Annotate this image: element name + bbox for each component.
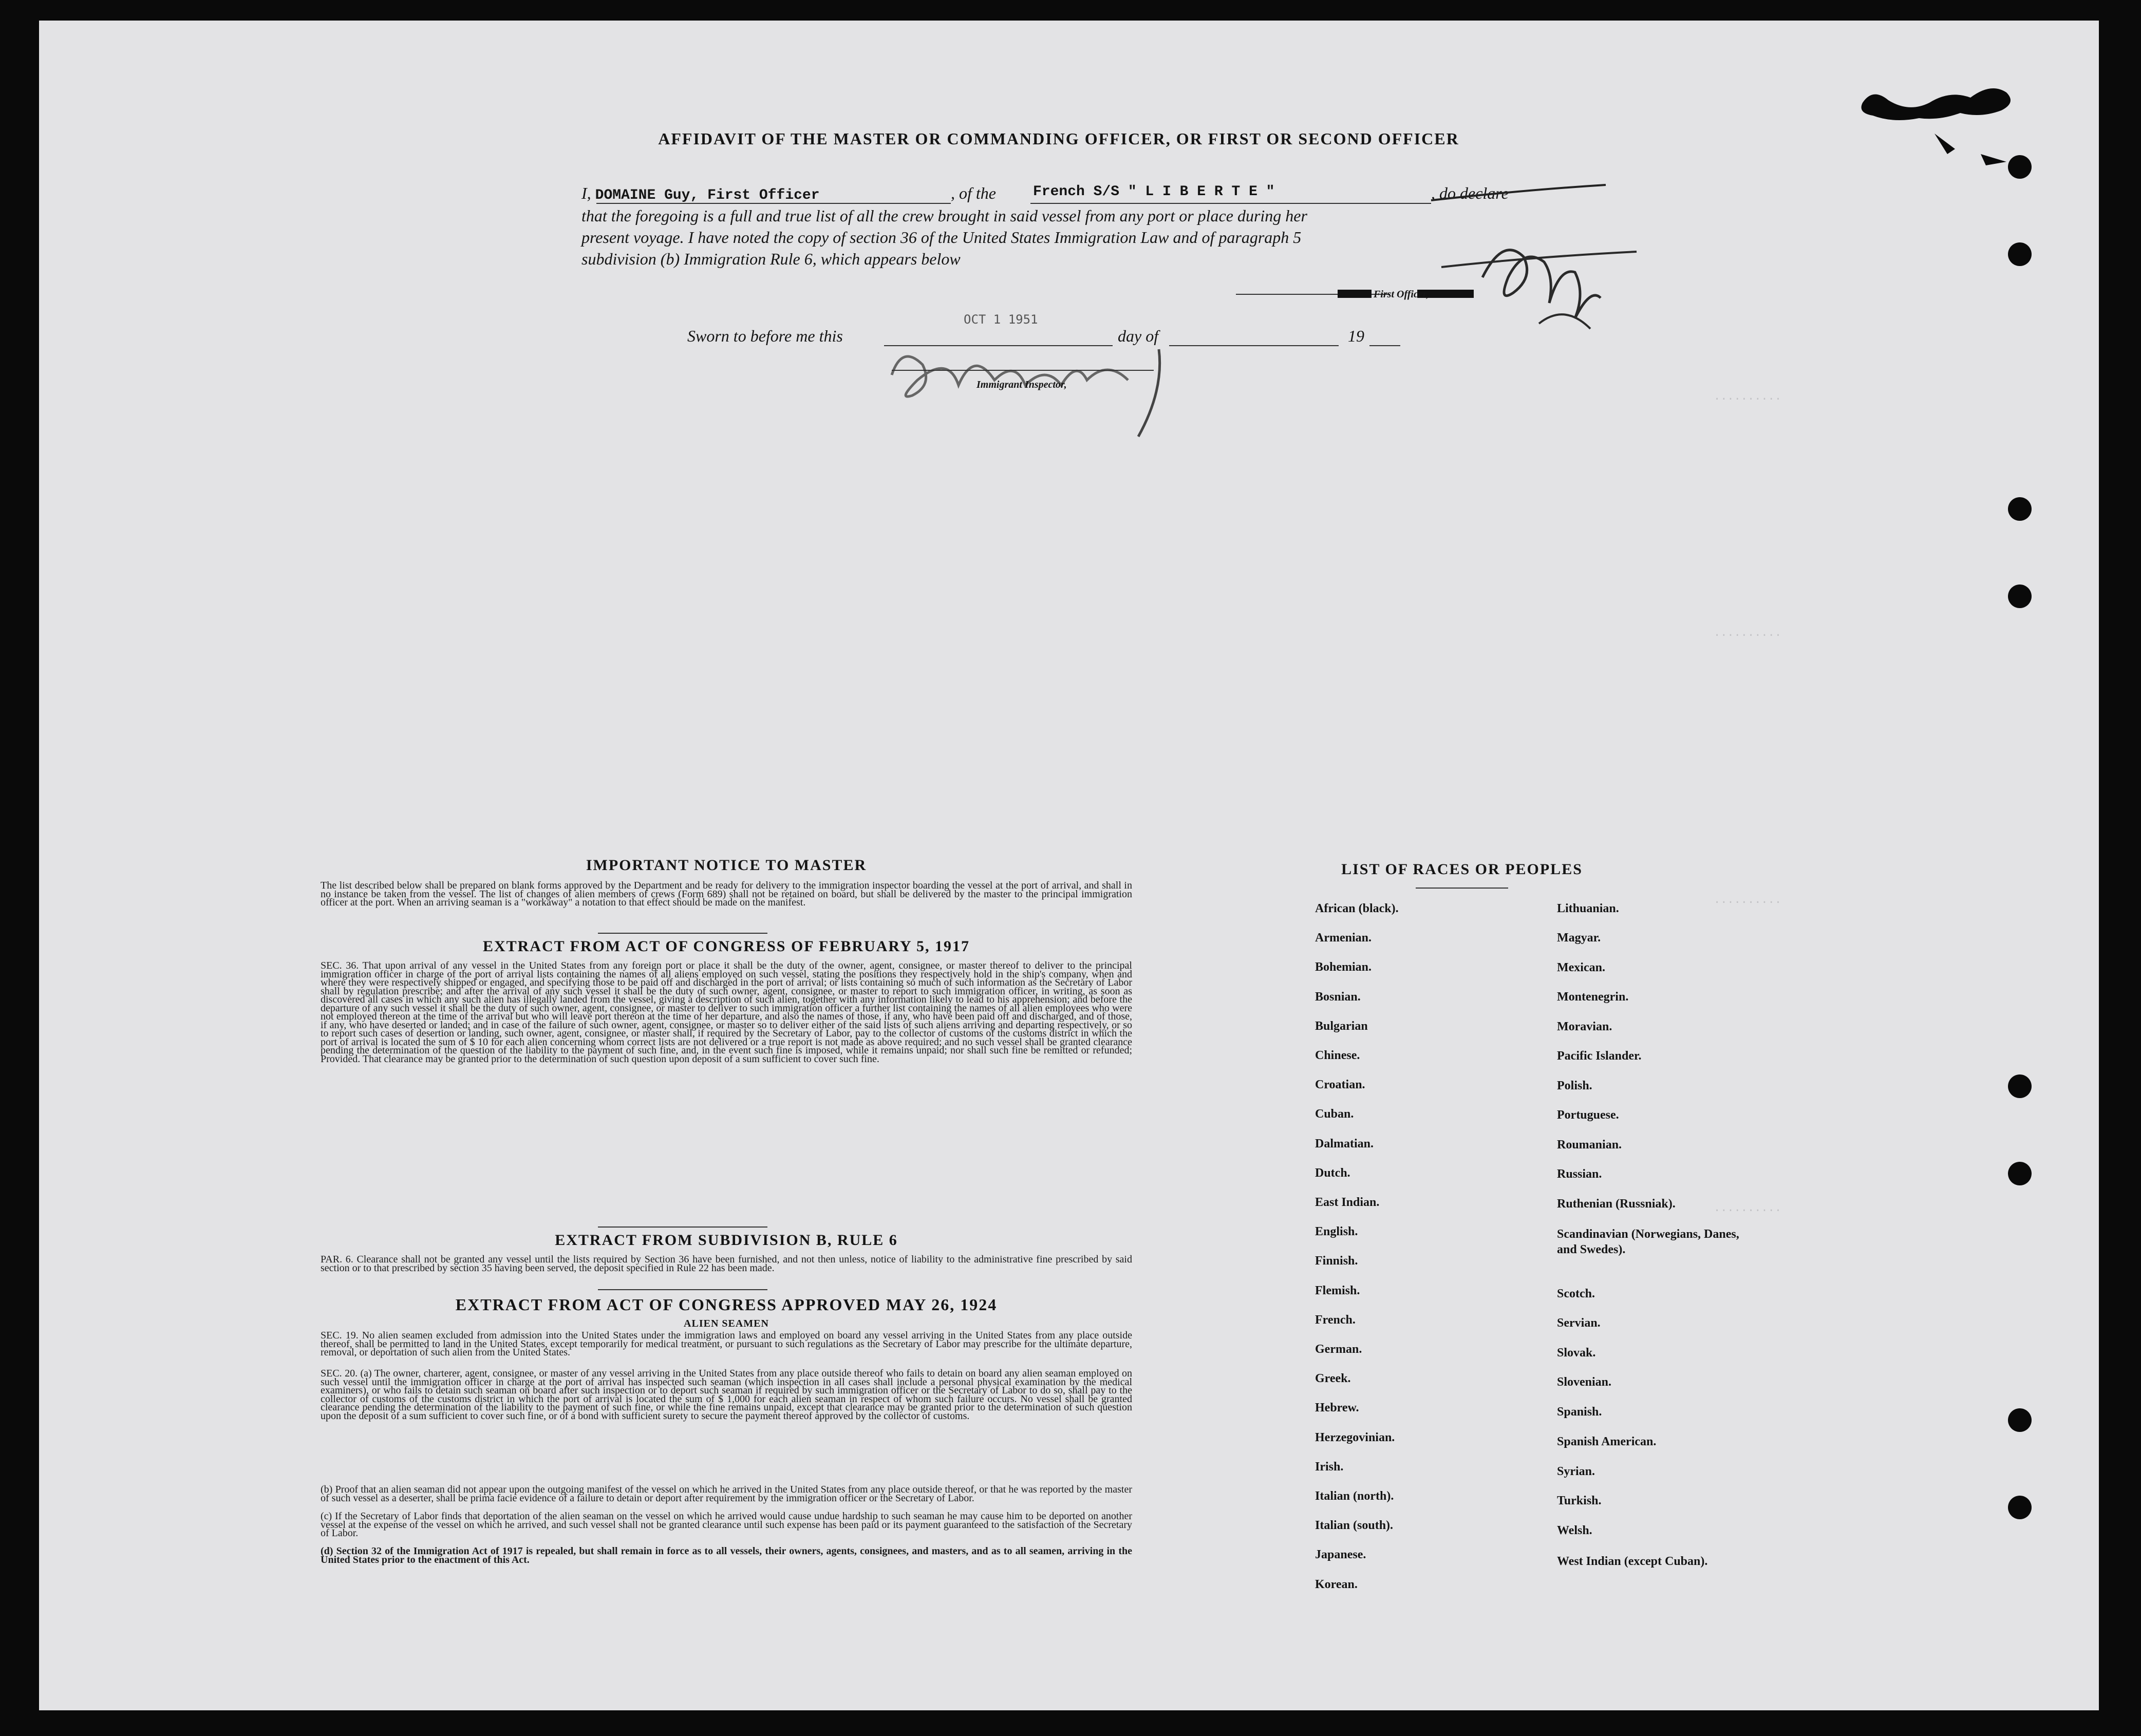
extract-1917-body: SEC. 36. That upon arrival of any vessel in the United States from any foreign port or place it shall be the duty of the owner, agent, consignee, or master thereof to deliver to the principal immigration officer in charge of the port of arrival lists containing the names of all aliens employed on such vessel, stating the positions they respectively hold in the ship's company, when and where they were respectively shipped or engaged, and specifying those to be paid off and discharged in the port of arrival; or lists containing so much of such information as the Secretary of Labor shall by regulation prescribe; and after the arrival of any such vessel it shall be the duty of such owner, agent, consignee, or master to report to such immigration officer, in writing, as soon as discovered all cases in which any such alien has illegally landed from the vessel, giving a description of such alien, together with any information likely to lead to his apprehension; and before the departure of any such vessel it shall be the duty of such owner, agent, consignee, or master to deliver to such immigration officer a further list containing the names of all alien employees who were not employed thereon at the time of the arrival but who will leave port thereon at the time of her departure, and also the names of those, if any, who have been paid off and discharged, and of those, if any, who have deserted or landed; and in case of the failure of such owner, agent, consignee, or master so to deliver either of the said lists of such aliens arriving and departing respectively, or so to report such cases of desertion or landing, such owner, agent, consignee, or master shall, if required by the Secretary of Labor, pay to the collector of customs of the customs district in which the port of arrival is located the sum of $ 10 for each alien concerning whom correct lists are not delivered or a true report is not made as above required; and no such vessel shall be granted clearance pending the determination of the question of the liability to the payment of such fine, and, in the event such fine is imposed, while it remains unpaid; nor shall such fine be remitted or refunded; Provided. That clearance may be granted prior to the determination of such question upon deposit of a sum sufficient to cover such fine. xyxy=(321,960,1132,1065)
punch-hole xyxy=(2008,584,2032,608)
vessel-underline xyxy=(1030,203,1431,204)
inspector-signature-line xyxy=(892,370,1154,371)
extract-1924-title: EXTRACT FROM ACT OF CONGRESS APPROVED MAY 26, 1924 xyxy=(455,1295,998,1314)
officer-name: DOMAINE Guy, First Officer xyxy=(595,187,820,203)
race-item: Turkish. xyxy=(1557,1494,1602,1507)
race-item: Welsh. xyxy=(1557,1524,1592,1537)
affidavit-line-1 xyxy=(581,184,820,203)
sec19-text: SEC. 19. No alien seamen excluded from admission into the United States under the immigration laws and employed on board any vessel arriving in the United States from any place outside thereof, shall be permitted to land in the United States, except temporarily for medical treatment, or pursuant to such regulations as the Secretary of Labor may prescribe for the ultimate departure, removal, or deportation of such alien from the United States. xyxy=(321,1330,1132,1358)
race-item: Greek. xyxy=(1315,1372,1351,1386)
of-the-text: , of the xyxy=(951,184,996,202)
race-item: Magyar. xyxy=(1557,931,1601,945)
sec20d-text: (d) Section 32 of the Immigration Act of 1917 is repealed, but shall remain in force as to all vessels, their owners, agents, consignees, and masters, and as to all seamen, arriving in the United States prior to the enactment of this Act. xyxy=(321,1545,1132,1565)
race-item: Bohemian. xyxy=(1315,960,1372,974)
punch-hole xyxy=(2008,242,2032,266)
punch-hole xyxy=(2008,1162,2032,1185)
name-underline xyxy=(596,203,951,204)
race-item: Pacific Islander. xyxy=(1557,1049,1642,1063)
race-item: Roumanian. xyxy=(1557,1138,1622,1152)
notice-title: IMPORTANT NOTICE TO MASTER xyxy=(586,857,867,874)
race-item: East Indian. xyxy=(1315,1196,1380,1209)
divider xyxy=(598,1226,767,1228)
race-item: Scandinavian (Norwegians, Danes, and Swedes). xyxy=(1557,1228,1739,1256)
race-item: German. xyxy=(1315,1343,1362,1356)
race-item: Spanish American. xyxy=(1557,1435,1657,1448)
inspector-title: Immigrant Inspector, xyxy=(976,379,1067,390)
race-item: Dalmatian. xyxy=(1315,1137,1374,1150)
race-item: French. xyxy=(1315,1313,1356,1327)
extract-1924-subtitle: ALIEN SEAMEN xyxy=(684,1318,769,1329)
sec20-text: SEC. 20. (a) The owner, charterer, agent, consignee, or master of any vessel arriving in the United States from any place outside thereof who fails to detain on board any alien seaman employed on such vessel until the immigration officer in charge at the port of arrival has inspected such seaman (which inspection in all cases shall include a personal physical examination by the medical examiners), or who fails to detain such seaman on board after such inspection or to deport such seaman if required by such immigration officer or the Secretary of Labor to do so, shall pay to the collector of customs of the customs district in which the port of arrival is located the sum of $ 1,000 for each alien seaman in respect of whom such failure occurs. No vessel shall be granted clearance pending the determination of the liability to the payment of such fine, or while the fine remains unpaid, except that clearance may be granted prior to the determination of such question upon the deposit of a sum sufficient to cover such fine, or of a bond with sufficient surety to secure the payment thereof approved by the collector of customs. xyxy=(321,1368,1132,1422)
race-item: Dutch. xyxy=(1315,1166,1350,1180)
bleed-through: .......... xyxy=(1714,390,1782,403)
affidavit-line-4: subdivision (b) Immigration Rule 6, which appears below xyxy=(581,250,961,268)
race-item: Flemish. xyxy=(1315,1284,1360,1297)
ink-blot xyxy=(1852,72,2022,175)
affidavit-line-3: present voyage. I have noted the copy of section 36 of the United States Immigration Law and of paragraph 5 xyxy=(581,228,1302,247)
race-item: Italian (north). xyxy=(1315,1489,1394,1503)
punch-hole xyxy=(2008,1408,2032,1432)
affidavit-line-2: that the foregoing is a full and true list of all the crew brought in said vessel from any port or place during her xyxy=(581,206,1307,225)
rule6-body: PAR. 6. Clearance shall not be granted any vessel until the lists required by Section 36 have been furnished, and not then unless, notice of liability to the administrative fine prescribed by said section or to that prescribed by section 35 having been served, the deposit specified in Rule 22 has been made. xyxy=(321,1254,1132,1274)
race-item: Chinese. xyxy=(1315,1049,1360,1062)
divider xyxy=(598,933,767,934)
race-item: Herzegovinian. xyxy=(1315,1430,1395,1444)
race-item: English. xyxy=(1315,1225,1358,1239)
races-title: LIST OF RACES OR PEOPLES xyxy=(1341,861,1583,878)
bleed-through: .......... xyxy=(1714,627,1782,639)
punch-hole xyxy=(2008,1074,2032,1098)
race-item: Moravian. xyxy=(1557,1020,1612,1033)
extract-1917-title: EXTRACT FROM ACT OF CONGRESS OF FEBRUARY 5, 1917 xyxy=(482,938,970,955)
date-stamp: OCT 1 1951 xyxy=(964,312,1038,327)
sworn-month-underline xyxy=(1169,345,1339,346)
race-item: Polish. xyxy=(1557,1079,1592,1092)
race-item: Finnish. xyxy=(1315,1254,1358,1268)
race-item: Mexican. xyxy=(1557,961,1605,974)
sec20b-text: (b) Proof that an alien seaman did not appear upon the outgoing manifest of the vessel on which he arrived in the United States from any place outside thereof, or that he was reported by the master of such vessel as a deserter, shall be prima facie evidence of a failure to detain or deport after requirement by the immigration officer or the Secretary of Labor. xyxy=(321,1484,1132,1504)
race-item: Slovenian. xyxy=(1557,1375,1612,1389)
race-item: Syrian. xyxy=(1557,1465,1595,1478)
race-item: Irish. xyxy=(1315,1460,1344,1474)
officer-title: First Officer, xyxy=(1374,289,1429,300)
race-item: Japanese. xyxy=(1315,1548,1366,1562)
race-item: Italian (south). xyxy=(1315,1519,1394,1533)
race-item: Montenegrin. xyxy=(1557,990,1629,1004)
race-item: Slovak. xyxy=(1557,1346,1596,1360)
race-item: Spanish. xyxy=(1557,1405,1602,1419)
race-item: Armenian. xyxy=(1315,931,1372,945)
race-item: Ruthenian (Russniak). xyxy=(1557,1197,1676,1211)
punch-hole xyxy=(2008,1496,2032,1519)
vessel-name: French S/S " L I B E R T E " xyxy=(1033,184,1275,200)
document-page xyxy=(39,21,2099,1710)
race-item: Servian. xyxy=(1557,1316,1601,1330)
races-divider xyxy=(1416,888,1508,889)
day-of-text: day of xyxy=(1118,327,1159,345)
affidavit-prefix: I, xyxy=(581,184,591,202)
race-item: Hebrew. xyxy=(1315,1401,1359,1415)
sworn-text: Sworn to before me this xyxy=(687,327,843,345)
bleed-through: .......... xyxy=(1714,1202,1782,1215)
year-text: 19 xyxy=(1348,327,1364,345)
race-item: Russian. xyxy=(1557,1167,1602,1181)
sec20c-text: (c) If the Secretary of Labor finds that deportation of the alien seaman on the vessel on which he arrived would cause undue hardship to such seaman he may cause him to be deported on another vessel at the expense of the vessel on which he arrived, and such vessel shall not be granted clearance until such expense has been paid or its payment guaranteed to the satisfaction of the Secretary of Labor. xyxy=(321,1511,1132,1539)
rule6-title: EXTRACT FROM SUBDIVISION B, RULE 6 xyxy=(555,1232,898,1249)
race-item: Cuban. xyxy=(1315,1107,1354,1121)
declare-text: , do declare xyxy=(1431,184,1509,202)
race-item: Scotch. xyxy=(1557,1287,1595,1300)
race-item: Lithuanian. xyxy=(1557,902,1619,915)
redaction-bar xyxy=(1338,290,1372,298)
race-item: Korean. xyxy=(1315,1577,1358,1591)
race-item: Croatian. xyxy=(1315,1078,1365,1092)
race-item: West Indian (except Cuban). xyxy=(1557,1555,1708,1568)
punch-hole xyxy=(2008,497,2032,521)
affidavit-title: AFFIDAVIT OF THE MASTER OR COMMANDING OFFICER, OR FIRST OR SECOND OFFICER xyxy=(658,129,1459,148)
sworn-year-underline xyxy=(1369,345,1400,346)
race-item: Portuguese. xyxy=(1557,1108,1619,1122)
divider xyxy=(598,1289,767,1290)
race-item: Bulgarian xyxy=(1315,1019,1368,1033)
officer-signature xyxy=(1421,175,1657,360)
race-item: African (black). xyxy=(1315,902,1399,915)
notice-body: The list described below shall be prepared on blank forms approved by the Department and be ready for delivery to the immigration inspector boarding the vessel at the port of arrival, and shall in no instance be taken from the vessel. The list of changes of alien members of crews (Form 689) shall not be retained on board, but shall be delivered by the master to the principal immigration officer at the port. When an arriving seaman is a "workaway" a notation to that effect should be made on the manifest. xyxy=(321,880,1132,908)
bleed-through: .......... xyxy=(1714,894,1782,907)
race-item: Bosnian. xyxy=(1315,990,1361,1004)
